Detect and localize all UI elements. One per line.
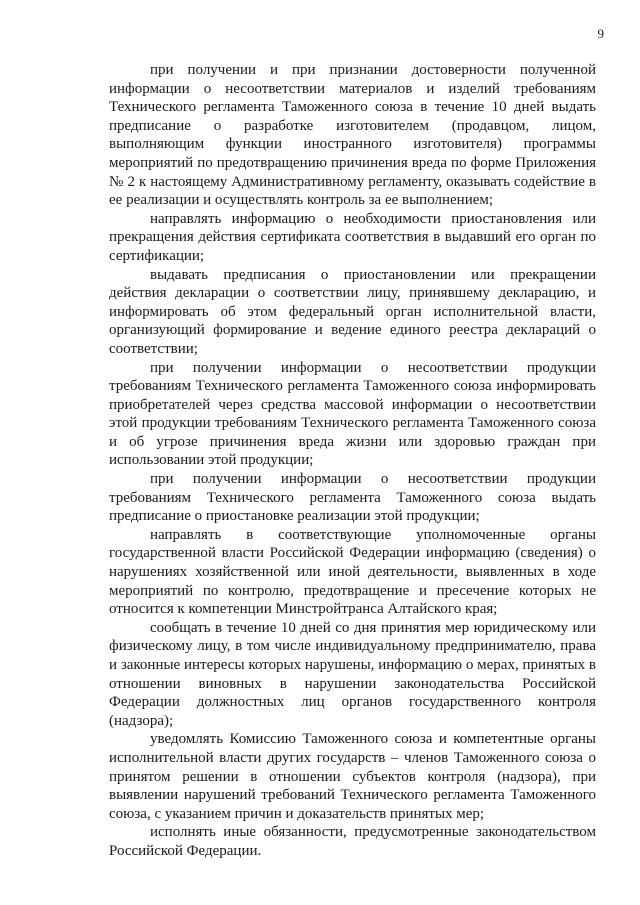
paragraph-5: при получении информации о несоответствии продукции требованиям Технического регламента Таможенного союза выдать предписание о приостановке реализации этой продукции; (109, 471, 596, 525)
document-body (109, 61, 596, 861)
paragraph-2: направлять информацию о необходимости приостановления или прекращения действия сертификата соответствия в выдавший его орган по сертификации; (109, 210, 596, 264)
paragraph-3: выдавать предписания о приостановлении или прекращении действия декларации о соответствии лицу, принявшему декларацию, и информировать об этом федеральный орган исполнительной власти, организующий формирование и ведение единого реестра деклараций о соответствии; (109, 266, 596, 357)
paragraph-4: при получении информации о несоответствии продукции требованиям Технического регламента Таможенного союза информировать приобретателей через средства массовой информации о несоответствии этой продукции требованиям Технического регламента Таможенного союза и об угрозе причинения вреда жизни или здоровью граждан при использовании этой продукции; (109, 359, 596, 469)
page-number: 9 (597, 26, 604, 41)
paragraph-1: при получении и при признании достоверности полученной информации о несоответствии материалов и изделий требованиям Технического регламента Таможенного союза в течение 10 дней выдать предписание о разработке изготовителем (продавцом, лицом, выполняющим функции иностранного изготовителя) программы мероприятий по предотвращению причинения вреда по форме Приложения № 2 к настоящему Административному регламенту, оказывать содействие в ее реализации и осуществлять контроль за ее выполнением; (109, 62, 596, 209)
paragraph-6: направлять в соответствующие уполномоченные органы государственной власти Российской Федерации информацию (сведения) о нарушениях хозяйственной или иной деятельности, выявленных в ходе мероприятий по контролю, предотвращение и пресечение которых не относится к компетенции Минстройтранса Алтайского края; (109, 526, 596, 618)
paragraph-7: сообщать в течение 10 дней со дня принятия мер юридическому или физическому лицу, в том числе индивидуальному предпринимателю, права и законные интересы которых нарушены, информацию о мерах, принятых в отношении виновных в нарушении законодательства Российской Федерации должностных лиц органов государственного контроля (надзора); (109, 619, 596, 729)
paragraph-9: исполнять иные обязанности, предусмотренные законодательством Российской Федерации. (109, 824, 596, 859)
paragraph-8: уведомлять Комиссию Таможенного союза и компетентные органы исполнительной власти других государств – членов Таможенного союза о принятом решении в отношении субъектов контроля (надзора), при выявлении нарушений требований Технического регламента Таможенного союза, с указанием причин и доказательств принятых мер; (109, 731, 596, 822)
